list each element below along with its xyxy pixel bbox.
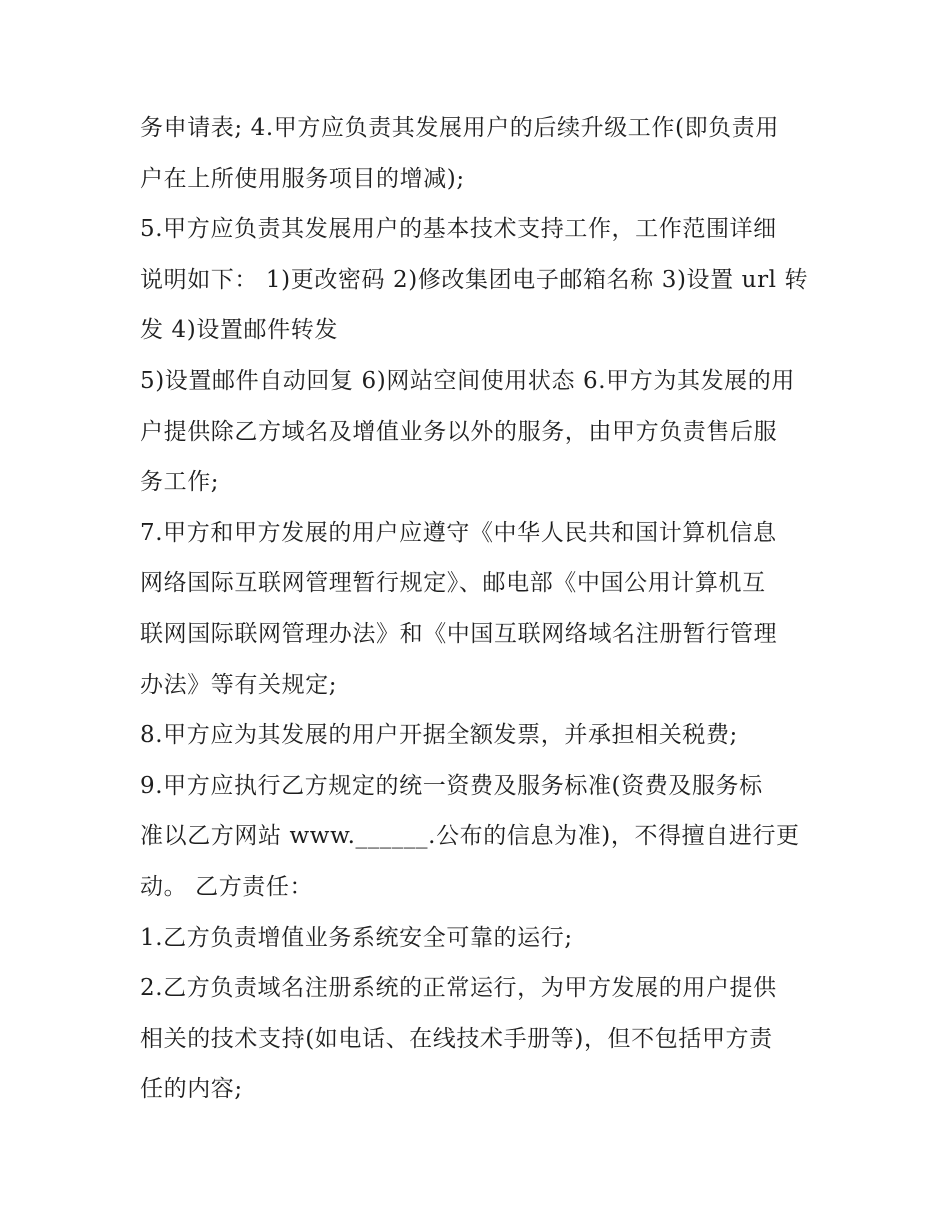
text-line: 2.乙方负责域名注册系统的正常运行，为甲方发展的用户提供: [140, 975, 777, 1002]
text-line: 9.甲方应执行乙方规定的统一资费及服务标准(资费及服务标: [140, 772, 763, 799]
text-line: 网络国际互联网管理暂行规定》、邮电部《中国公用计算机互: [140, 570, 766, 597]
text-line: 5)设置邮件自动回复 6)网站空间使用状态 6.甲方为其发展的用: [140, 367, 795, 394]
text-line: 1.乙方负责增值业务系统安全可靠的运行;: [140, 924, 573, 951]
text-line: 说明如下： 1)更改密码 2)修改集团电子邮箱名称 3)设置 url 转: [140, 266, 809, 293]
text-line: 准以乙方网站 www.______.公布的信息为准)，不得擅自进行更: [140, 823, 800, 850]
text-line: 务申请表; 4.甲方应负责其发展用户的后续升级工作(即负责用: [140, 115, 779, 141]
text-line: 联网国际联网管理办法》和《中国互联网络域名注册暂行管理: [140, 620, 778, 647]
text-line: 5.甲方应负责其发展用户的基本技术支持工作，工作范围详细: [140, 216, 777, 243]
document-body: [140, 103, 820, 1115]
text-line: 相关的技术支持(如电话、在线技术手册等)，但不包括甲方责: [140, 1025, 773, 1052]
text-line: 8.甲方应为其发展的用户开据全额发票，并承担相关税费;: [140, 722, 738, 749]
text-line: 任的内容;: [140, 1076, 243, 1103]
text-line: 务工作;: [140, 469, 220, 496]
text-line: 动。 乙方责任：: [140, 873, 314, 900]
text-line: 办法》等有关规定;: [140, 671, 338, 698]
text-line: 发 4)设置邮件转发: [140, 317, 338, 344]
text-line: 7.甲方和甲方发展的用户应遵守《中华人民共和国计算机信息: [140, 519, 777, 546]
text-line: 户提供除乙方域名及增值业务以外的服务，由甲方负责售后服: [140, 418, 778, 445]
text-line: 户在上所使用服务项目的增减);: [140, 165, 465, 192]
